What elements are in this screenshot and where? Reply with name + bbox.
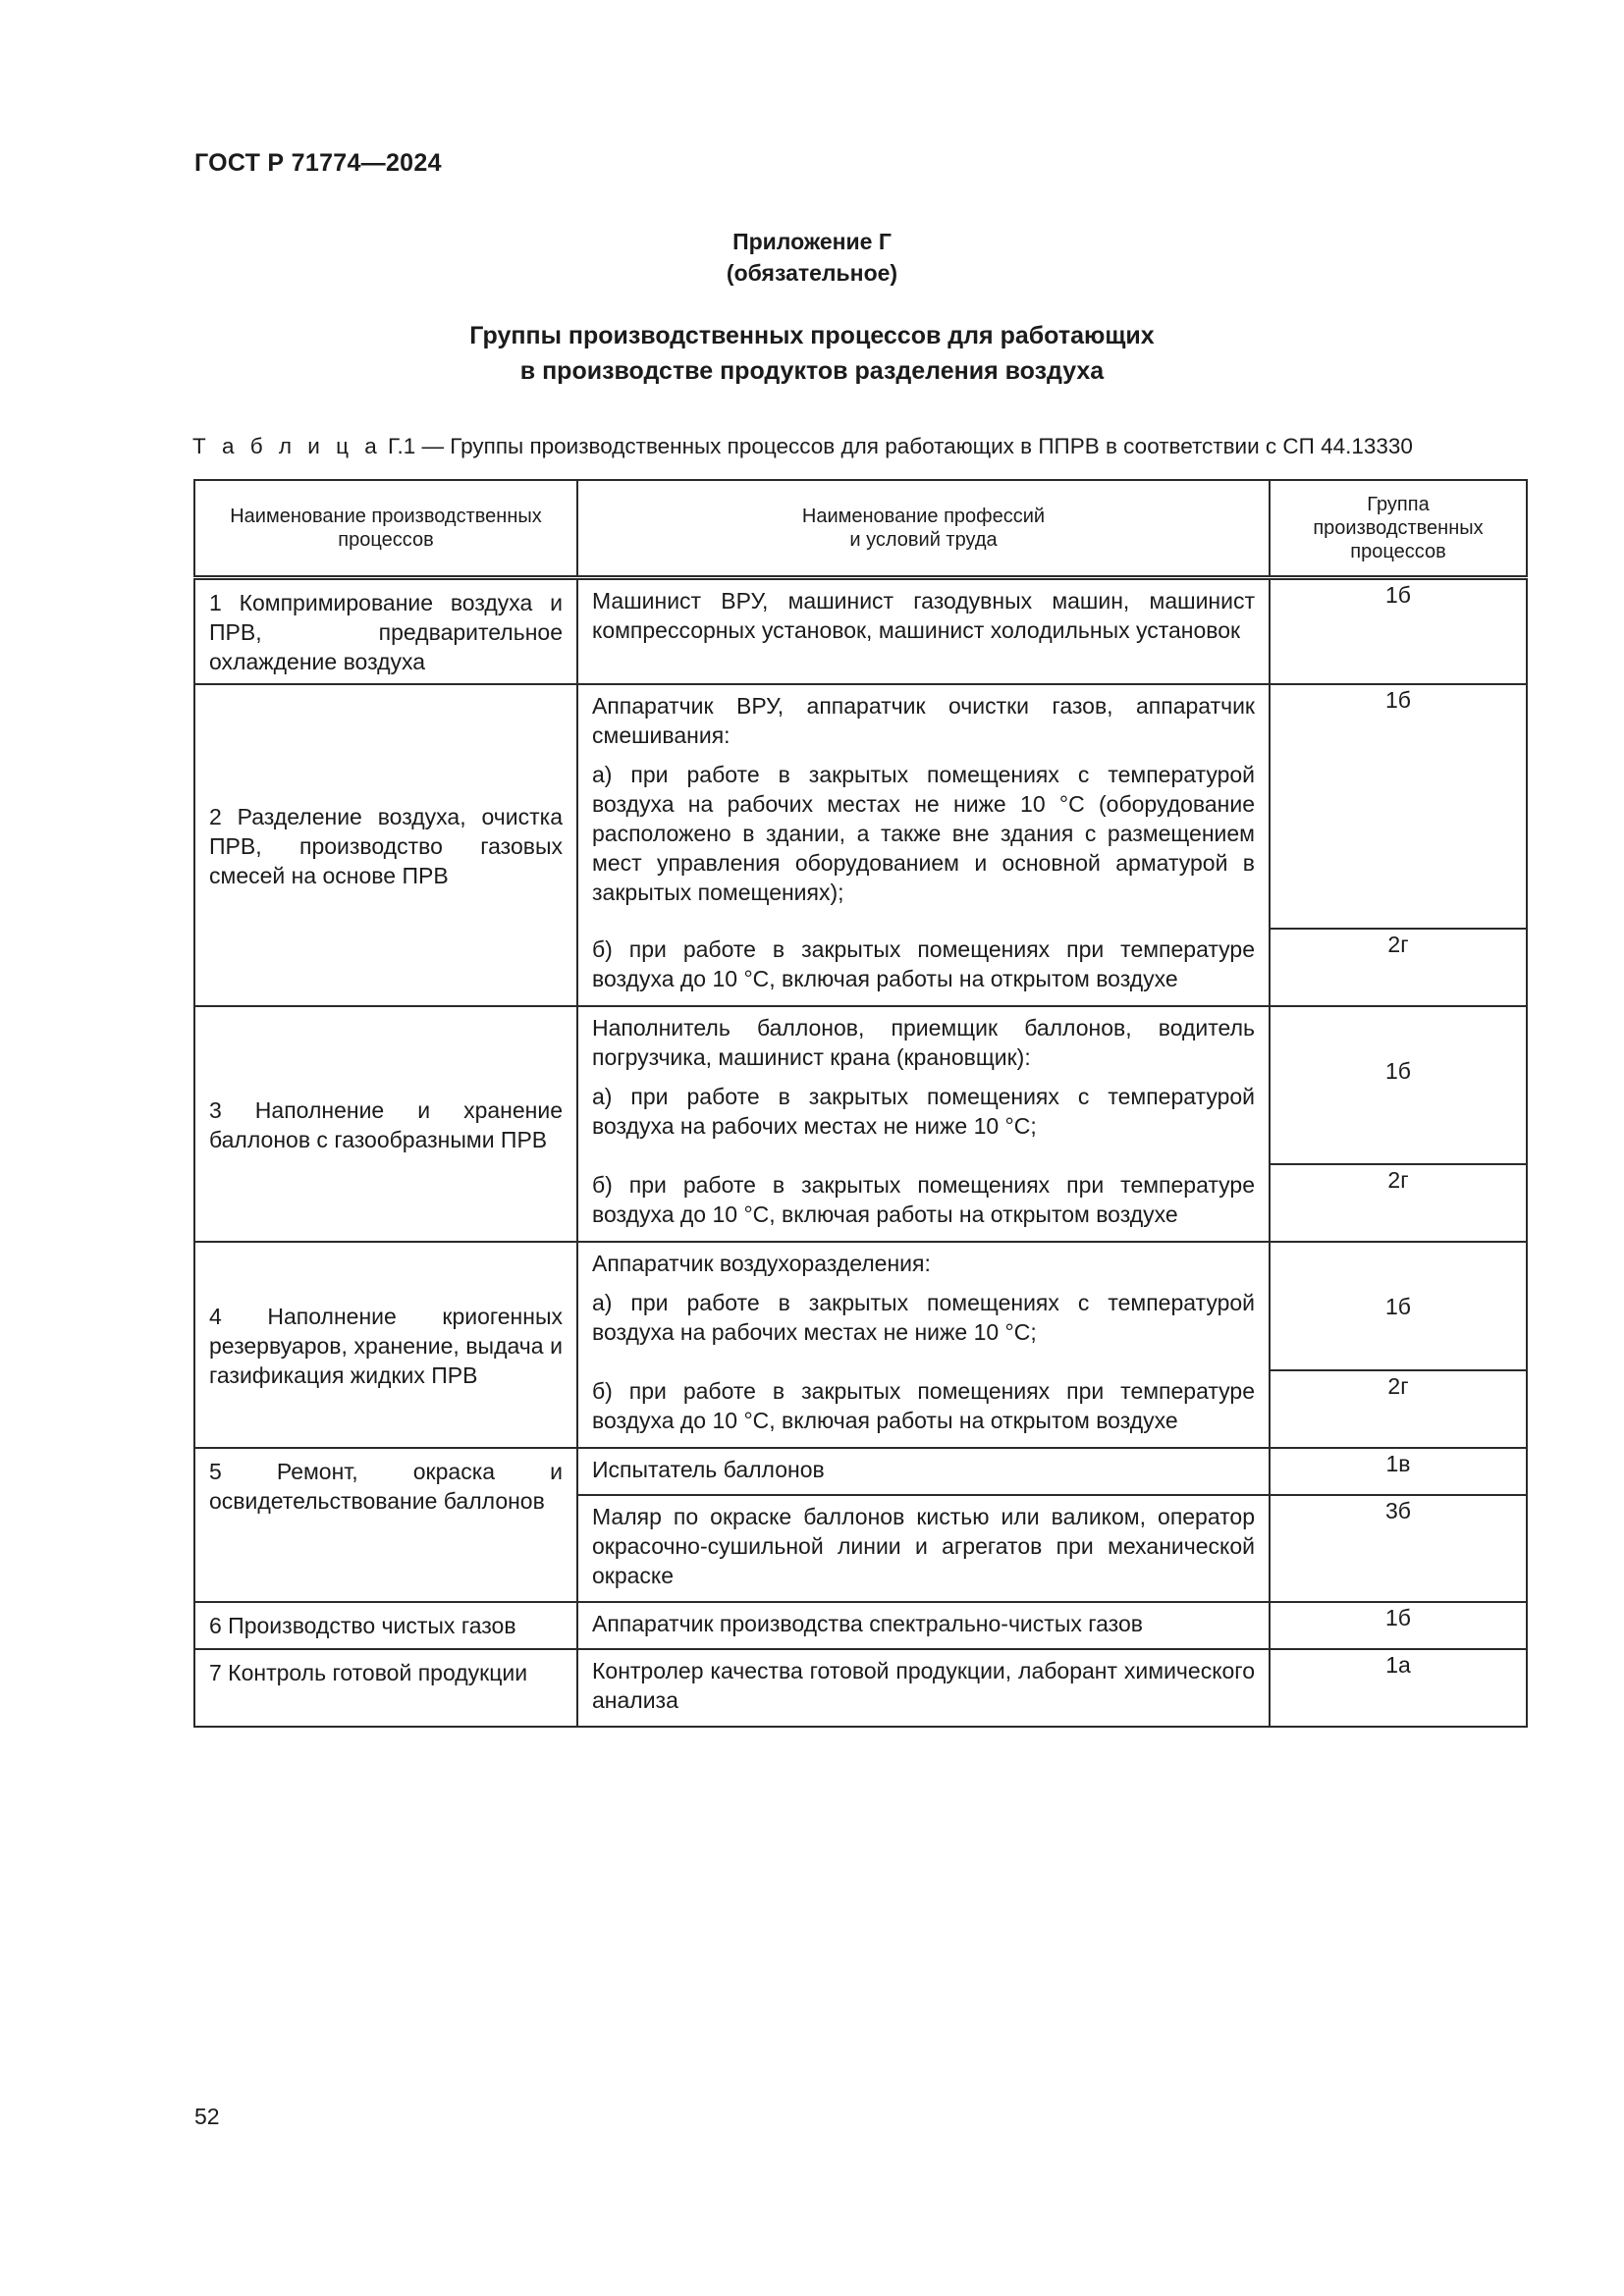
profession-cell bbox=[577, 1006, 1270, 1164]
profession-cell bbox=[577, 1242, 1270, 1370]
process-cell: 1 Компримирование воздуха и ПРВ, предварительное охлаждение воздуха bbox=[194, 578, 577, 684]
profession-cell: Контролер качества готовой продукции, лаборант химического анализа bbox=[577, 1649, 1270, 1727]
process-cell: 5 Ремонт, окраска и освидетельствование баллонов bbox=[194, 1448, 577, 1602]
table-row bbox=[194, 1602, 1527, 1649]
group-cell: 2г bbox=[1270, 1370, 1527, 1448]
document-code: ГОСТ Р 71774—2024 bbox=[194, 149, 442, 177]
table-row bbox=[194, 1006, 1527, 1164]
header-profession-line-2: и условий труда bbox=[849, 529, 998, 551]
condition-b: б) при работе в закрытых помещениях при температуре воздуха до 10 °С, включая работы на открытом воздухе bbox=[577, 929, 1270, 1006]
table-row bbox=[194, 1649, 1527, 1727]
group-cell: 1а bbox=[1270, 1649, 1527, 1727]
process-groups-table bbox=[193, 479, 1528, 1728]
process-cell: 3 Наполнение и хранение баллонов с газообразными ПРВ bbox=[194, 1006, 577, 1242]
header-profession-name bbox=[577, 480, 1270, 578]
process-cell: 4 Наполнение криогенных резервуаров, хранение, выдача и газификация жидких ПРВ bbox=[194, 1242, 577, 1448]
condition-a: а) при работе в закрытых помещениях с температурой воздуха на рабочих местах не ниже 10 °С; bbox=[592, 1289, 1255, 1345]
table-row bbox=[194, 1242, 1527, 1370]
page-number: 52 bbox=[194, 2104, 220, 2129]
group-cell: 3б bbox=[1270, 1495, 1527, 1602]
process-cell: 7 Контроль готовой продукции bbox=[194, 1649, 577, 1727]
profession-cell: Машинист ВРУ, машинист газодувных машин, машинист компрессорных установок, машинист холодильных установок bbox=[577, 578, 1270, 684]
table-caption bbox=[192, 434, 1413, 459]
group-cell: 2г bbox=[1270, 1164, 1527, 1242]
table-header-row bbox=[194, 480, 1527, 578]
appendix-heading bbox=[0, 226, 1624, 289]
table-caption-prefix: Т а б л и ц а bbox=[192, 434, 382, 458]
condition-b: б) при работе в закрытых помещениях при температуре воздуха до 10 °С, включая работы на открытом воздухе bbox=[577, 1370, 1270, 1448]
condition-a: а) при работе в закрытых помещениях с температурой воздуха на рабочих местах не ниже 10 °С; bbox=[592, 1083, 1255, 1139]
header-process-name: Наименование производственных процессов bbox=[194, 480, 577, 578]
table-caption-text: Г.1 — Группы производственных процессов для работающих в ППРВ в соответствии с СП 44.13330 bbox=[388, 434, 1413, 458]
header-profession-line-1: Наименование профессий bbox=[801, 506, 1046, 527]
group-cell: 1б bbox=[1270, 578, 1527, 684]
section-title-line-2: в производстве продуктов разделения воздуха bbox=[519, 357, 1105, 385]
appendix-label: Приложение Г bbox=[732, 229, 892, 254]
process-cell: 6 Производство чистых газов bbox=[194, 1602, 577, 1649]
appendix-status: (обязательное) bbox=[726, 260, 898, 286]
table-row bbox=[194, 1448, 1527, 1495]
section-title-line-1: Группы производственных процессов для работающих bbox=[469, 322, 1155, 349]
group-cell: 1б bbox=[1270, 1006, 1527, 1164]
group-cell: 2г bbox=[1270, 929, 1527, 1006]
group-cell: 1б bbox=[1270, 1242, 1527, 1370]
header-process-group: Группа производственных процессов bbox=[1270, 480, 1527, 578]
section-title bbox=[0, 318, 1624, 389]
profession-intro: Наполнитель баллонов, приемщик баллонов, водитель погрузчика, машинист крана (крановщик): bbox=[592, 1014, 1255, 1070]
profession-cell: Аппаратчик производства спектрально-чистых газов bbox=[577, 1602, 1270, 1649]
table-row bbox=[194, 684, 1527, 929]
profession-cell bbox=[577, 684, 1270, 929]
group-cell: 1б bbox=[1270, 684, 1527, 929]
process-cell: 2 Разделение воздуха, очистка ПРВ, производство газовых смесей на основе ПРВ bbox=[194, 684, 577, 1006]
group-cell: 1в bbox=[1270, 1448, 1527, 1495]
profession-intro: Аппаратчик воздухоразделения: bbox=[592, 1250, 931, 1276]
profession-intro: Аппаратчик ВРУ, аппаратчик очистки газов, аппаратчик смешивания: bbox=[592, 692, 1255, 748]
group-cell: 1б bbox=[1270, 1602, 1527, 1649]
profession-cell: Маляр по окраске баллонов кистью или валиком, оператор окрасочно-сушильной линии и агрегатов при механической окраске bbox=[577, 1495, 1270, 1602]
condition-a: а) при работе в закрытых помещениях с температурой воздуха на рабочих местах не ниже 10 °С (оборудование расположено в здании, а также вне здания с размещением мест управления оборудованием и основной арматурой в закрытых помещениях); bbox=[592, 761, 1255, 905]
table-row bbox=[194, 578, 1527, 684]
profession-cell: Испытатель баллонов bbox=[577, 1448, 1270, 1495]
condition-b: б) при работе в закрытых помещениях при температуре воздуха до 10 °С, включая работы на открытом воздухе bbox=[577, 1164, 1270, 1242]
